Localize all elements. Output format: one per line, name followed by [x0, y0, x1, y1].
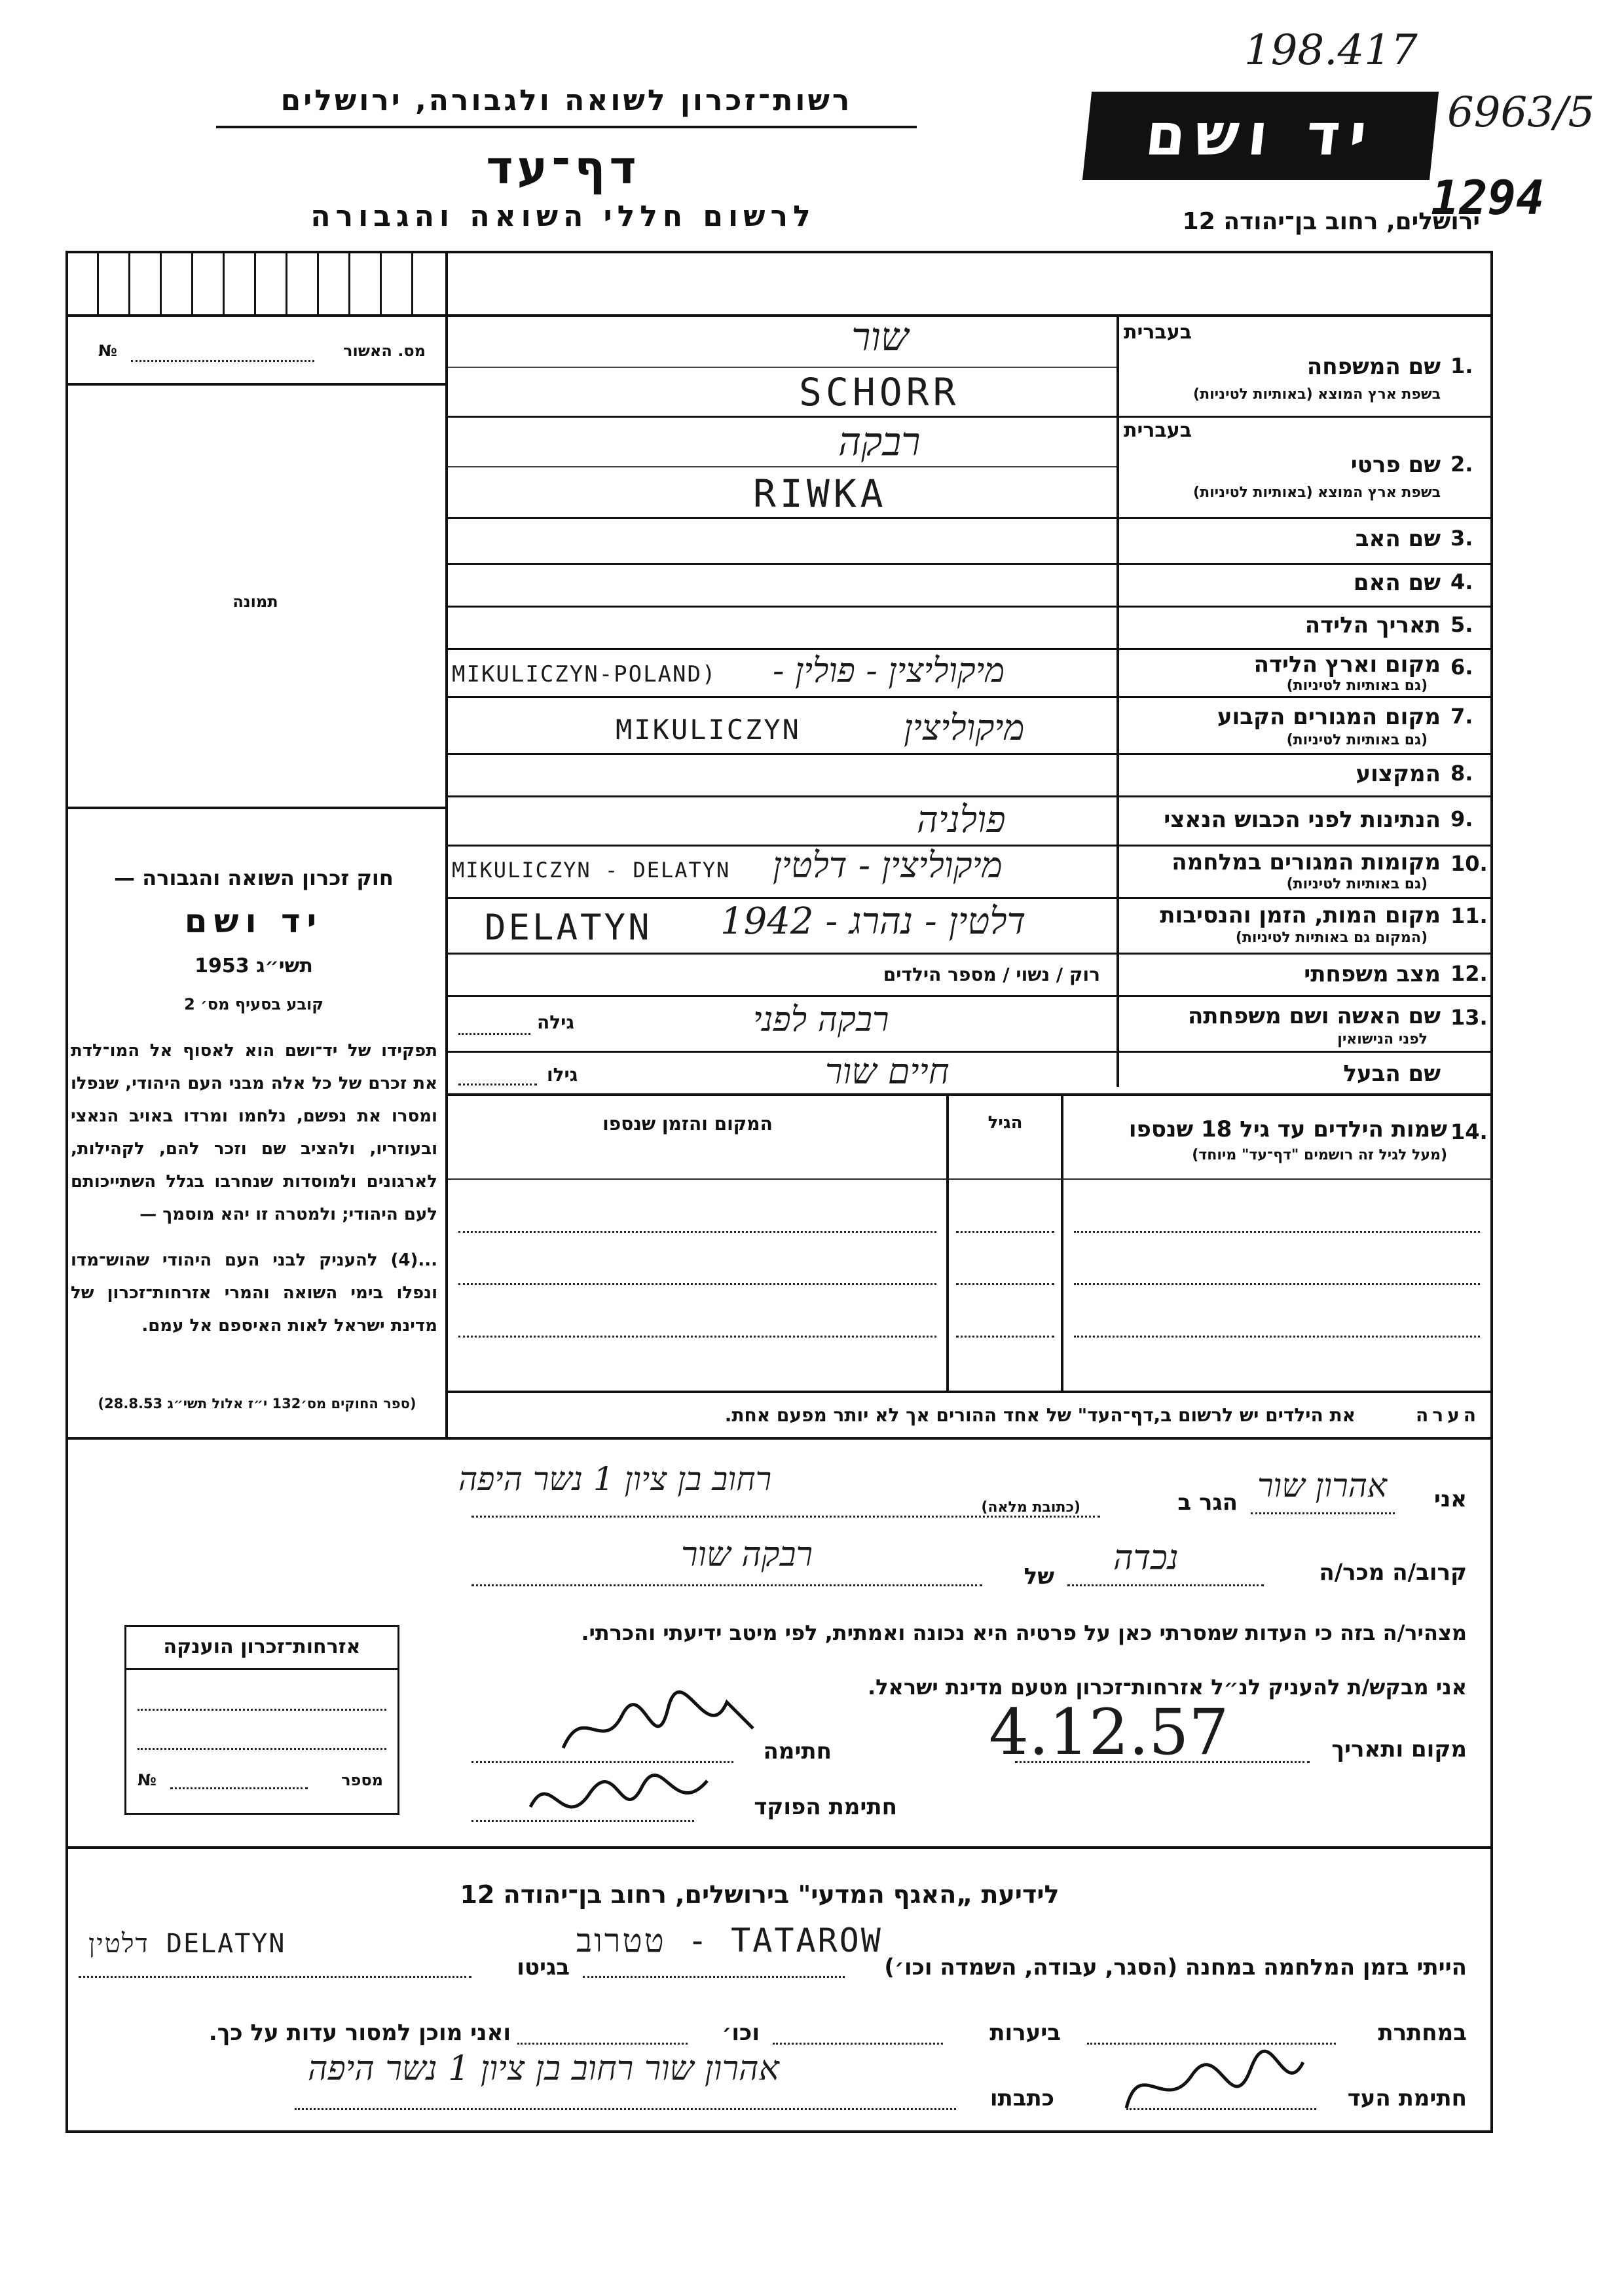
bottom-forests-label: ביערות	[989, 2020, 1061, 2046]
bottom-ghetto-label: בגיטו	[517, 1954, 570, 1980]
field-1-latin-value: SCHORR	[799, 370, 960, 414]
husband-value: חיים שור	[825, 1051, 950, 1092]
field-11-latin-value: DELATYN	[485, 907, 652, 948]
address: ירושלים, רחוב בן־יהודה 12	[1182, 208, 1480, 235]
archive-annotation: 198.417	[1244, 26, 1418, 75]
decl-relative-label: קרוב/ה מכר/ה	[1319, 1559, 1467, 1586]
law-clause: קובע בסעיף מס׳ 2	[184, 995, 323, 1013]
form-title: דף־עד	[486, 141, 640, 194]
field-2-top: בעברית	[1124, 419, 1192, 442]
field-7-hebrew-value: מיקוליצין	[904, 707, 1025, 748]
bottom-was-value: טטרוב - TATAROW	[576, 1922, 883, 1959]
children-sub: (מעל לגיל זה רושמים "דף־עד" מיוחד)	[1192, 1147, 1447, 1163]
field-6-sub: (גם באותיות לטיניות)	[1286, 678, 1428, 694]
field-6-label: מקום וארץ הלידה	[1253, 651, 1441, 678]
law-name: יד ושם	[184, 902, 323, 940]
field-7-sub: (גם באותיות לטיניות)	[1286, 732, 1428, 748]
decl-i-label: אני	[1433, 1486, 1467, 1512]
field-2-latin-value: RIWKA	[753, 471, 887, 516]
form-subtitle: לרשום חללי השואה והגבורה	[310, 200, 816, 233]
field-11-label: מקום המות, הזמן והנסיבות	[1160, 902, 1441, 928]
decl-place-date-value: 4.12.57	[989, 1696, 1229, 1769]
approval-label: מס. האשור	[343, 342, 426, 360]
code-boxes	[65, 251, 445, 314]
law-source: (ספר החוקים מס׳132 י״ז אלול תשי״ג 28.8.53)	[98, 1396, 416, 1412]
note-label: הערה	[1416, 1404, 1480, 1426]
field-13-sub: לפני הנישואין	[1337, 1031, 1428, 1048]
citizenship-no: №	[138, 1771, 157, 1789]
approval-number	[98, 342, 426, 368]
bottom-ready: ואני מוכן למסור עדות על כך.	[208, 2020, 511, 2046]
decl-resides-label: הגר ב	[1177, 1489, 1238, 1516]
field-2-hebrew-value: רבקה	[838, 419, 921, 465]
field-3-label: שם האב	[1355, 526, 1441, 552]
field-9-value: פולניה	[917, 799, 1006, 841]
husband-age-label: גילו	[547, 1064, 578, 1085]
decl-of-value: רבקה שור	[681, 1535, 813, 1575]
field-7-label: מקום המגורים הקבוע	[1217, 704, 1441, 730]
husband-label: שם הבעל	[1343, 1061, 1441, 1087]
field-6-hebrew-value: מיקוליצין - פולין -	[773, 651, 1005, 691]
decl-resides-sub: (כתובת מלאה)	[981, 1499, 1080, 1516]
officer-signature	[524, 1761, 720, 1840]
decl-of-label: של	[1024, 1563, 1054, 1590]
field-11-hebrew-value: דלטין - נהרג - 1942	[720, 900, 1026, 943]
decl-relative-value: נכדה	[1113, 1539, 1179, 1578]
witness-signature	[1113, 2036, 1310, 2128]
field-1-top: בעברית	[1124, 321, 1192, 344]
photo-label: תמונה	[232, 592, 278, 611]
field-1-label: שם המשפחה	[1306, 354, 1441, 380]
field-2-label: שם פרטי	[1350, 452, 1441, 478]
citizenship-title: אזרחות־זכרון הוענקה	[163, 1635, 361, 1658]
field-10-latin-value: MIKULICZYN - DELATYN	[452, 858, 731, 883]
field-10-label: מקומות המגורים במלחמה	[1172, 849, 1441, 875]
yad-vashem-logo	[1082, 92, 1439, 180]
field-12-label: מצב משפחתי	[1304, 961, 1441, 987]
law-text: תפקידו של יד־ושם הוא לאסוף אל המו־לדת את זכרם של כל אלה מבני העם היהודי, שנפלו ומסרו את נפשם, נלחמו ומרדו באויב הנאצי ובעוזריו, ולהציב שם וזכר להם, לקהילות, לארגונים ולמוסדות שנחרבו בגלל השתייכותם לעם היהודי; ולמטרה זו יהא מוסמך —	[71, 1041, 437, 1224]
decl-request: אני מבקש/ת להעניק לנ״ל אזרחות־זכרון מטעם מדינת ישראל.	[868, 1675, 1467, 1700]
law-title: חוק זכרון השואה והגבורה —	[114, 866, 394, 890]
stamp-number: 1294	[1431, 170, 1545, 225]
field-7-latin-value: MIKULICZYN	[616, 714, 801, 746]
children-label: שמות הילדים עד גיל 18 שנספו	[1128, 1116, 1447, 1142]
file-annotation: 6963/5	[1447, 88, 1595, 137]
decl-signature-label: חתימה	[763, 1738, 832, 1764]
decl-officer-label: חתימת הפוקד	[754, 1794, 897, 1820]
decl-resides-value: רחוב בן ציון 1 נשר היפה	[458, 1460, 772, 1498]
field-1-hebrew-value: שור	[851, 314, 909, 360]
law-year: תשי״ג 1953	[194, 955, 313, 977]
field-2-sub: בשפת ארץ המוצא (באותיות לטיניות)	[1193, 484, 1441, 501]
number-sign: №	[98, 342, 117, 360]
bottom-etc-label: וכו׳	[722, 2020, 760, 2046]
note-text: את הילדים יש לרשום ב,דף־העד" של אחד ההורים אך לא יותר מפעם אחת.	[724, 1404, 1356, 1426]
field-13-label: שם האשה ושם משפחתה	[1187, 1003, 1441, 1029]
bottom-witness-sig-label: חתימת העד	[1347, 2085, 1467, 2111]
decl-i-value: אהרון שור	[1257, 1467, 1388, 1504]
decl-statement: מצהיר/ה בזה כי העדות שמסרתי כאן על פרטיה היא נכונה ואמתית, לפי מיטב ידיעתי והכרתי.	[581, 1620, 1467, 1645]
field-13-age-label: גילה	[537, 1011, 574, 1033]
bottom-address-value: אהרון שור רחוב בן ציון 1 נשר היפה	[308, 2049, 779, 2088]
field-9-label: הנתינות לפני הכבוש הנאצי	[1164, 807, 1441, 833]
field-6-latin-value: MIKULICZYN-POLAND)	[452, 661, 717, 687]
bottom-underground-label: במחתרת	[1378, 2020, 1467, 2046]
bottom-ghetto-value: דלטין DELATYN	[88, 1929, 286, 1959]
field-10-sub: (גם באותיות לטיניות)	[1286, 876, 1428, 892]
bottom-was-label: הייתי בזמן המלחמה במחנה (הסגר, עבודה, השמדה וכו׳)	[884, 1954, 1467, 1980]
law-text-2: ...(4) להעניק לבני העם היהודי שהוש־מדו ונפלו בימי השואה והמרי אזרחות־זכרון של מדינת ישראל לאות האיספם אל עמם.	[71, 1250, 437, 1336]
children-col-place: המקום והזמן שנספו	[602, 1113, 773, 1135]
field-12-options: רוק / נשוי / מספר הילדים	[883, 964, 1100, 985]
field-13-value: רבקה לפני	[753, 1000, 889, 1040]
field-11-sub: (המקום גם באותיות לטיניות)	[1235, 930, 1428, 946]
decl-place-date-label: מקום ותאריך	[1331, 1736, 1467, 1762]
field-8-label: המקצוע	[1356, 761, 1441, 787]
citizenship-number-label: מספר	[341, 1771, 383, 1789]
bottom-address-label: כתבתו	[989, 2085, 1054, 2111]
bottom-heading: לידיעת „האגף המדעי" בירושלים, רחוב בן־יהודה 12	[460, 1880, 1060, 1909]
field-10-hebrew-value: מיקוליצין - דלטין	[773, 845, 1003, 886]
children-col-age: הגיל	[987, 1113, 1023, 1133]
field-4-label: שם האם	[1353, 570, 1441, 596]
logo-text: יד ושם	[1142, 101, 1379, 168]
field-5-label: תאריך הלידה	[1304, 612, 1441, 638]
field-1-sub: בשפת ארץ המוצא (באותיות לטיניות)	[1193, 386, 1441, 403]
authority-name: רשות־זכרון לשואה ולגבורה, ירושלים	[280, 84, 853, 117]
